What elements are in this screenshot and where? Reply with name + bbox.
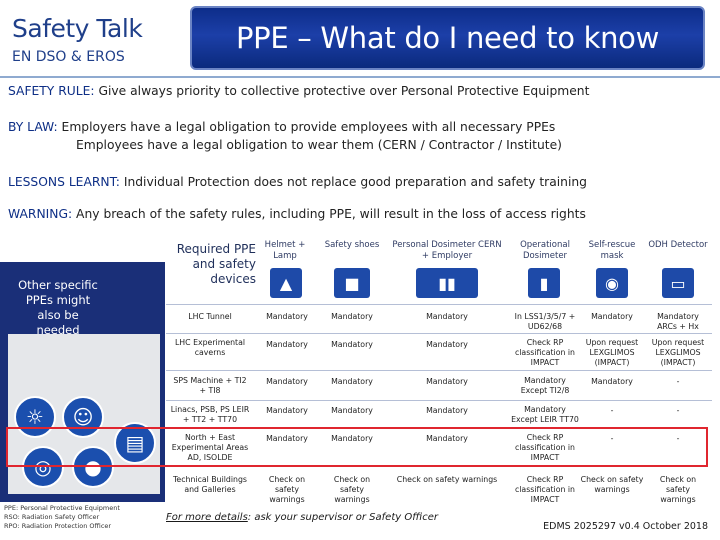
- table-cell: Check RP classification in IMPACT: [514, 475, 576, 504]
- respirator-mask-icon: ◎: [22, 446, 64, 488]
- table-cell: -: [676, 406, 680, 415]
- safety-rule-text: Give always priority to collective protective over Personal Protective Equipment: [94, 84, 590, 98]
- col-header-safety-shoes: Safety shoes: [324, 240, 380, 250]
- row-label-north-east-areas: North + East Experimental Areas AD, ISOLDE: [171, 433, 249, 462]
- helmet-icon: ▲: [270, 268, 302, 298]
- more-details-text: : ask your supervisor or Safety Officer: [247, 512, 438, 523]
- lessons-learnt-lead: LESSONS LEARNT:: [8, 175, 120, 189]
- table-cell: Upon request LEXGLIMOS (IMPACT): [585, 338, 639, 367]
- document-reference: EDMS 2025297 v0.4 October 2018: [543, 521, 708, 532]
- by-law-text: Employers have a legal obligation to provide employees with all necessary PPEs: [57, 120, 556, 134]
- col-header-self-rescue: Self-rescue mask: [588, 240, 636, 261]
- legend-line: RSO: Radiation Safety Officer: [4, 513, 100, 521]
- table-cell: -: [610, 434, 614, 443]
- by-law-continuation: Employees have a legal obligation to wear them (CERN / Contractor / Institute): [76, 138, 562, 152]
- row-label-technical-buildings: Technical Buildings and Galleries: [173, 475, 247, 494]
- warning-text: Any breach of the safety rules, including PPE, will result in the loss of access rights: [72, 207, 586, 221]
- row-label-lhc-caverns: LHC Experimental caverns: [174, 338, 246, 357]
- banner-title: PPE – What do I need to know: [235, 21, 660, 55]
- warning-lead: WARNING:: [8, 207, 73, 221]
- table-cell: Mandatory Except TI2/8: [520, 376, 570, 395]
- col-header-personal-dosimeter: Personal Dosimeter CERN + Employer: [392, 240, 502, 261]
- table-cell: Mandatory: [266, 340, 308, 349]
- table-cell: Check RP classification in IMPACT: [514, 338, 576, 367]
- table-cell: -: [676, 377, 680, 386]
- row-label-lhc-tunnel: LHC Tunnel: [188, 312, 232, 321]
- table-cell: Check on safety warnings: [268, 475, 306, 504]
- table-cell: -: [610, 406, 614, 415]
- more-details-note: [166, 512, 438, 523]
- table-corner-label: Required PPE and safety devices: [176, 242, 256, 286]
- ear-protection-icon: ☼: [14, 396, 56, 438]
- welding-mask-icon: ▤: [114, 422, 156, 464]
- col-header-odh-detector: ODH Detector: [648, 240, 708, 250]
- more-details-link[interactable]: For more details: [166, 512, 248, 523]
- table-cell: Mandatory: [426, 406, 468, 415]
- table-cell: In LSS1/3/5/7 + UD62/68: [514, 312, 576, 331]
- table-cell: Check on safety warnings: [659, 475, 697, 504]
- page-subtitle: EN DSO & EROS: [12, 49, 125, 65]
- safety-goggles-icon: ●: [72, 446, 114, 488]
- title-banner: [190, 6, 705, 70]
- operational-dosimeter-icon: ▮: [528, 268, 560, 298]
- north-east-areas-highlight: [6, 427, 708, 467]
- row-divider: [166, 400, 712, 401]
- page-title: Safety Talk: [12, 14, 143, 43]
- by-law: [8, 120, 555, 134]
- row-label-sps: SPS Machine + TI2 + TI8: [173, 376, 247, 395]
- header-titles: [12, 14, 142, 65]
- table-cell: Check on safety warnings: [396, 475, 498, 484]
- self-rescue-mask-icon: ◉: [596, 268, 628, 298]
- table-cell: Mandatory: [266, 377, 308, 386]
- table-cell: -: [676, 434, 680, 443]
- dosimeter-icon: ▮▮: [416, 268, 478, 298]
- table-cell: Check RP classification in IMPACT: [514, 433, 576, 462]
- table-cell: Mandatory: [591, 312, 633, 321]
- col-header-operational-dosimeter: Operational Dosimeter: [520, 240, 570, 261]
- table-cell: Mandatory: [426, 434, 468, 443]
- by-law-lead: BY LAW:: [8, 120, 58, 134]
- table-cell: Mandatory: [331, 312, 373, 321]
- side-note: Other specific PPEs might also be needed: [18, 278, 98, 337]
- table-cell: Mandatory: [266, 312, 308, 321]
- table-cell: Check on safety warnings: [333, 475, 371, 504]
- warning: [8, 207, 586, 221]
- table-cell: Check on safety warnings: [580, 475, 644, 494]
- row-divider: [166, 370, 712, 371]
- table-cell: Mandatory: [266, 406, 308, 415]
- row-divider: [166, 304, 712, 305]
- face-shield-icon: ☺: [62, 396, 104, 438]
- odh-detector-icon: ▭: [662, 268, 694, 298]
- table-cell: Mandatory: [426, 340, 468, 349]
- table-cell: Mandatory: [331, 434, 373, 443]
- safety-rule-lead: SAFETY RULE:: [8, 84, 95, 98]
- legend-line: PPE: Personal Protective Equipment: [4, 504, 120, 512]
- table-cell: Mandatory: [266, 434, 308, 443]
- abbreviation-legend: [4, 504, 120, 531]
- safety-rule: [8, 84, 589, 98]
- table-cell: Mandatory: [331, 377, 373, 386]
- table-cell: Mandatory ARCs + Hx: [657, 312, 699, 331]
- legend-line: RPO: Radiation Protection Officer: [4, 522, 112, 530]
- lessons-learnt-text: Individual Protection does not replace good preparation and safety training: [119, 175, 587, 189]
- lessons-learnt: [8, 175, 587, 189]
- table-cell: Mandatory: [426, 312, 468, 321]
- col-header-helmet: Helmet + Lamp: [264, 240, 306, 261]
- header-divider: [0, 76, 720, 78]
- table-cell: Mandatory: [591, 377, 633, 386]
- row-label-linacs: Linacs, PSB, PS LEIR + TT2 + TT70: [170, 405, 250, 424]
- table-cell: Mandatory: [331, 340, 373, 349]
- table-cell: Mandatory: [426, 377, 468, 386]
- table-cell: Mandatory Except LEIR TT70: [511, 405, 579, 424]
- row-divider: [166, 333, 712, 334]
- table-cell: Upon request LEXGLIMOS (IMPACT): [651, 338, 705, 367]
- table-cell: Mandatory: [331, 406, 373, 415]
- shoe-icon: ■: [334, 268, 370, 298]
